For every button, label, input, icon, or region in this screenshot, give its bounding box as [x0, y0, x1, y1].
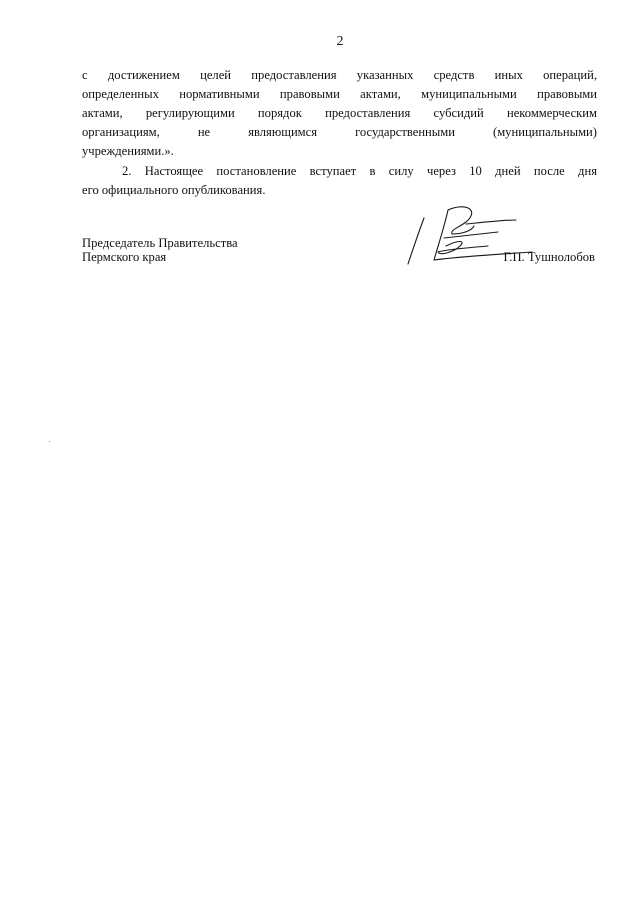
page-number: 2 — [336, 34, 344, 49]
handwritten-signature — [404, 204, 534, 284]
paragraph-effective-date — [82, 162, 597, 200]
text-line: определенных нормативными правовыми актами, муниципальными правовыми — [82, 87, 597, 101]
signatory-name: Г.П. Тушнолобов — [503, 250, 595, 264]
text-line: его официального опубликования. — [82, 183, 266, 197]
position-title-line1: Председатель Правительства — [82, 236, 238, 250]
margin-mark — [49, 441, 50, 442]
paragraph-continuation — [82, 66, 597, 161]
text-line: организациям, не являющимся государственными (муниципальными) — [82, 125, 597, 139]
text-line: с достижением целей предоставления указанных средств иных операций, — [82, 68, 597, 82]
position-title-line2: Пермского края — [82, 250, 167, 264]
text-line: актами, регулирующими порядок предоставления субсидий некоммерческим — [82, 106, 597, 120]
text-line: 2. Настоящее постановление вступает в силу через 10 дней после дня — [122, 164, 597, 178]
signature-block — [82, 236, 597, 276]
text-line: учреждениями.». — [82, 144, 174, 158]
